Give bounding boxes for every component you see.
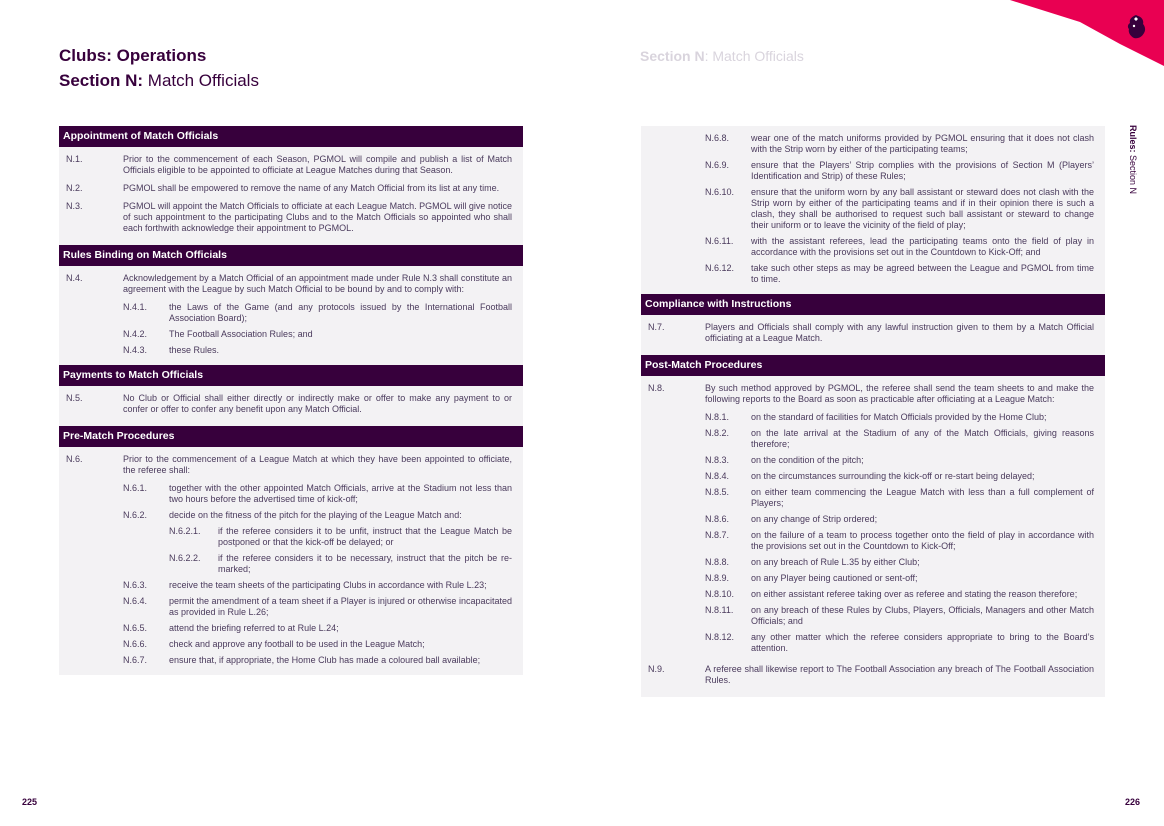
side-tab <box>1128 125 1138 194</box>
sub-rule-row: N.8.11. on any breach of these Rules by Clubs, Players, Officials, Managers and other Match Officials; and <box>705 605 1094 626</box>
sub-rule-row: N.8.8. on any breach of Rule L.35 by either Club; <box>705 557 920 567</box>
sub-rule-row: N.8.1. on the standard of facilities for Match Officials provided by the Home Club; <box>705 412 1047 422</box>
sub-rule-row: N.6.6. check and approve any football to be used in the League Match; <box>123 639 425 649</box>
sub-rule-row: N.8.4. on the circumstances surrounding the kick-off or re-start being delayed; <box>705 471 1035 481</box>
section-name: Match Officials <box>143 71 259 90</box>
section-body-rules-binding <box>59 266 523 365</box>
sub-rule-row: N.8.6. on any change of Strip ordered; <box>705 514 878 524</box>
sub-rule-row: N.6.2. decide on the fitness of the pitch for the playing of the League Match and: <box>123 510 462 520</box>
document-title: Clubs: Operations <box>59 46 207 65</box>
sub-rule-row: N.6.7. ensure that, if appropriate, the Home Club has made a coloured ball available; <box>123 655 481 665</box>
rule-row: N.4. Acknowledgement by a Match Official of an appointment made under Rule N.3 shall constitute an agreement with the League by such Match Official to be bound by and to comply with: <box>66 273 512 294</box>
running-head-prefix: Section N <box>640 48 705 64</box>
section-heading <box>59 71 259 91</box>
section-header-pre-match: Pre-Match Procedures <box>59 426 523 447</box>
section-body-appointment <box>59 147 523 245</box>
sub-rule-row: N.8.9. on any Player being cautioned or sent-off; <box>705 573 918 583</box>
sub-rule-row: N.6.12. take such other steps as may be agreed between the League and PGMOL from time to time. <box>705 263 1094 284</box>
sub-rule-row: N.6.9. ensure that the Players’ Strip complies with the provisions of Section M (Players’ Identification and Strip) of these Rules; <box>705 160 1094 181</box>
left-column <box>59 126 523 675</box>
section-body-pre-match <box>59 447 523 675</box>
rule-row: N.2. PGMOL shall be empowered to remove the name of any Match Official from its list at any time. <box>66 183 500 193</box>
section-header-post-match: Post-Match Procedures <box>641 355 1105 376</box>
right-column <box>641 126 1105 697</box>
section-header-payments: Payments to Match Officials <box>59 365 523 386</box>
sub-sub-rule-row: N.6.2.1. if the referee considers it to be unfit, instruct that the League Match be postponed or that the kick-off be delayed; or <box>169 526 512 547</box>
sub-rule-row: N.6.5. attend the briefing referred to at Rule L.24; <box>123 623 339 633</box>
sub-rule-row: N.6.10. ensure that the uniform worn by any ball assistant or steward does not clash with the Strip worn by either of the participating teams and if in their opinion there is such a clash, they shall be authorised to request such ball assistant or steward to change their uniform or to leave the vicinity of the field of play; <box>705 187 1094 230</box>
sub-sub-rule-row: N.6.2.2. if the referee considers it to be necessary, instruct that the pitch be re-marked; <box>169 553 512 574</box>
rule-row: N.6. Prior to the commencement of a League Match at which they have been appointed to officiate, the referee shall: <box>66 454 512 475</box>
section-body-payments <box>59 386 523 426</box>
rule-row: N.7. Players and Officials shall comply with any lawful instruction given to them by a Match Official officiating at a League Match. <box>648 322 1094 343</box>
sub-rule-row: N.8.10. on either assistant referee taking over as referee and stating the reason therefore; <box>705 589 1078 599</box>
sub-rule-row: N.4.3. these Rules. <box>123 345 220 355</box>
sub-rule-row: N.4.1. the Laws of the Game (and any protocols issued by the International Football Association Board); <box>123 302 512 323</box>
sub-rule-row: N.6.3. receive the team sheets of the participating Clubs in accordance with Rule L.23; <box>123 580 487 590</box>
sub-rule-row: N.8.7. on the failure of a team to process together onto the field of play in accordance with the provisions set out in the Countdown to Kick-Off; <box>705 530 1094 551</box>
rule-row: N.1. Prior to the commencement of each Season, PGMOL will compile and publish a list of Match Officials eligible to be appointed to officiate at League Matches during that Season. <box>66 154 512 175</box>
section-prefix: Section N: <box>59 71 144 90</box>
lion-icon <box>1125 14 1147 40</box>
sub-rule-row: N.6.4. permit the amendment of a team sheet if a Player is injured or otherwise incapacitated as provided in Rule L.26; <box>123 596 512 617</box>
page-number-left: 225 <box>22 797 38 807</box>
section-header-rules-binding: Rules Binding on Match Officials <box>59 245 523 266</box>
page-number-right: 226 <box>1125 797 1141 807</box>
rule-row: N.5. No Club or Official shall either directly or indirectly make or offer to make any payment to or confer or offer to confer any benefit upon any Match Official. <box>66 393 512 414</box>
sub-rule-row: N.8.12. any other matter which the referee considers appropriate to bring to the Board’s attention. <box>705 632 1094 653</box>
section-header-appointment: Appointment of Match Officials <box>59 126 523 147</box>
sub-rule-row: N.8.3. on the condition of the pitch; <box>705 455 864 465</box>
sub-rule-row: N.4.2. The Football Association Rules; and <box>123 329 313 339</box>
sub-rule-row: N.6.8. wear one of the match uniforms provided by PGMOL ensuring that it does not clash with the Strip worn by either of the participating teams; <box>705 133 1094 154</box>
running-head <box>640 48 804 64</box>
section-header-compliance: Compliance with Instructions <box>641 294 1105 315</box>
sub-rule-row: N.6.11. with the assistant referees, lead the participating teams onto the field of play in accordance with the provisions set out in the Countdown to Kick-Off; and <box>705 236 1094 257</box>
side-tab-bold: Rules: <box>1128 125 1138 153</box>
section-body-post-match <box>641 376 1105 697</box>
sub-rule-row: N.6.1. together with the other appointed Match Officials, arrive at the Stadium not less than two hours before the advertised time of kick-off; <box>123 483 512 504</box>
side-tab-normal: Section N <box>1128 152 1138 195</box>
rule-row: N.8. By such method approved by PGMOL, the referee shall send the team sheets to and make the following reports to the Board as soon as practicable after officiating at a League Match: <box>648 383 1094 404</box>
section-body-compliance <box>641 315 1105 355</box>
sub-rule-row: N.8.5. on either team commencing the League Match with less than a full complement of Players; <box>705 487 1094 508</box>
sub-rule-row: N.8.2. on the late arrival at the Stadium of any of the Match Officials, giving reasons therefore; <box>705 428 1094 449</box>
rule-row: N.3. PGMOL will appoint the Match Officials to officiate at each League Match. PGMOL will give notice of such appointment to the participating Clubs and to the Match Officials so appointed who shall each forthwith acknowledge their appointment to PGMOL. <box>66 201 512 233</box>
section-body-pre-match-continued <box>641 126 1105 294</box>
rule-row: N.9. A referee shall likewise report to The Football Association any breach of The Football Association Rules. <box>648 664 1094 685</box>
running-head-name: : Match Officials <box>704 48 804 64</box>
